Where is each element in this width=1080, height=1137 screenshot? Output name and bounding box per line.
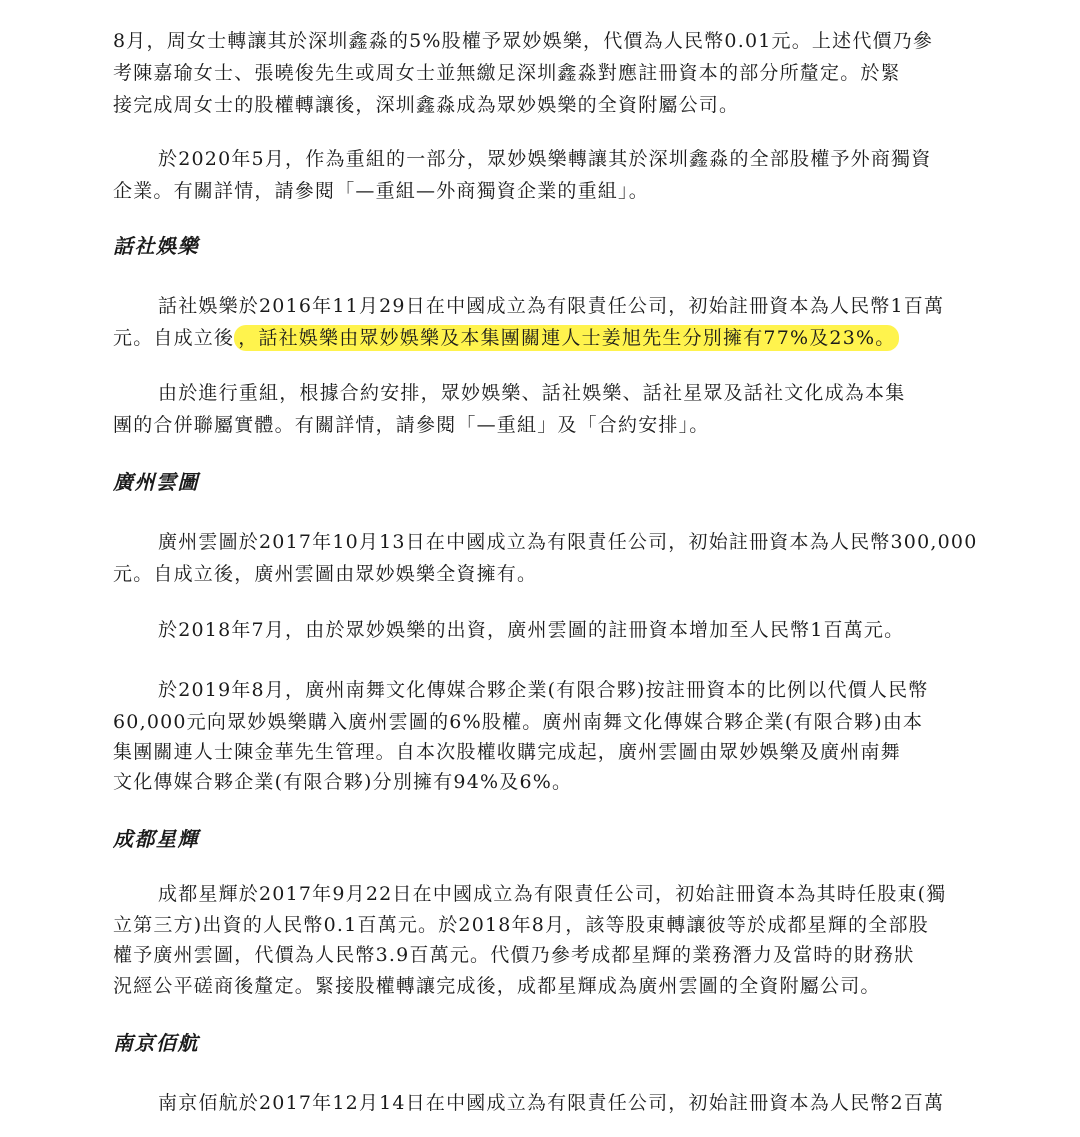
paragraph-line: 考陳嘉瑜女士、張曉俊先生或周女士並無繳足深圳鑫淼對應註冊資本的部分所釐定。於緊 [113, 62, 901, 84]
section-heading: 成都星輝 [113, 827, 199, 851]
paragraph-text: 元。自成立後 [113, 327, 235, 349]
paragraph-line: 成都星輝於2017年9月22日在中國成立為有限責任公司，初始註冊資本為其時任股東(獨 [158, 883, 947, 905]
paragraph-line: 文化傳媒合夥企業(有限合夥)分別擁有94%及6%。 [113, 771, 573, 793]
paragraph-line: 由於進行重組，根據合約安排，眾妙娛樂、話社娛樂、話社星眾及話社文化成為本集 [158, 382, 906, 404]
paragraph-line: 接完成周女士的股權轉讓後，深圳鑫淼成為眾妙娛樂的全資附屬公司。 [113, 94, 740, 116]
paragraph-line: 8月，周女士轉讓其於深圳鑫淼的5%股權予眾妙娛樂，代價為人民幣0.01元。上述代價乃參 [113, 30, 934, 52]
paragraph-line: 於2020年5月，作為重組的一部分，眾妙娛樂轉讓其於深圳鑫淼的全部股權予外商獨資 [158, 148, 932, 170]
paragraph-line: 況經公平磋商後釐定。緊接股權轉讓完成後，成都星輝成為廣州雲圖的全資附屬公司。 [113, 975, 881, 997]
highlighted-text: ，話社娛樂由眾妙娛樂及本集團關連人士姜旭先生分別擁有77%及23%。 [234, 325, 899, 351]
paragraph-line: 話社娛樂於2016年11月29日在中國成立為有限責任公司，初始註冊資本為人民幣1百萬 [158, 295, 945, 317]
paragraph-line: 團的合併聯屬實體。有關詳情，請參閱「—重組」及「合約安排」。 [113, 414, 710, 436]
paragraph-line: 企業。有關詳情，請參閱「—重組—外商獨資企業的重組」。 [113, 180, 649, 202]
paragraph-line [113, 325, 1013, 351]
paragraph-line: 權予廣州雲圖，代價為人民幣3.9百萬元。代價乃參考成都星輝的業務潛力及當時的財務狀 [113, 944, 915, 966]
section-heading: 話社娛樂 [113, 234, 199, 258]
paragraph-line: 60,000元向眾妙娛樂購入廣州雲圖的6%股權。廣州南舞文化傳媒合夥企業(有限合夥)由本 [113, 711, 924, 733]
paragraph-line: 廣州雲圖於2017年10月13日在中國成立為有限責任公司，初始註冊資本為人民幣300,000 [158, 531, 978, 553]
paragraph-line: 南京佰航於2017年12月14日在中國成立為有限責任公司，初始註冊資本為人民幣2百萬 [158, 1092, 945, 1114]
section-heading: 南京佰航 [113, 1031, 199, 1055]
paragraph-line: 元。自成立後，廣州雲圖由眾妙娛樂全資擁有。 [113, 563, 538, 585]
paragraph-line: 於2018年7月，由於眾妙娛樂的出資，廣州雲圖的註冊資本增加至人民幣1百萬元。 [158, 619, 905, 641]
section-heading: 廣州雲圖 [113, 470, 199, 494]
paragraph-line: 於2019年8月，廣州南舞文化傳媒合夥企業(有限合夥)按註冊資本的比例以代價人民幣 [158, 679, 929, 701]
paragraph-line: 立第三方)出資的人民幣0.1百萬元。於2018年8月，該等股東轉讓彼等於成都星輝的全部股 [113, 914, 929, 936]
paragraph-line: 集團關連人士陳金華先生管理。自本次股權收購完成起，廣州雲圖由眾妙娛樂及廣州南舞 [113, 741, 901, 763]
